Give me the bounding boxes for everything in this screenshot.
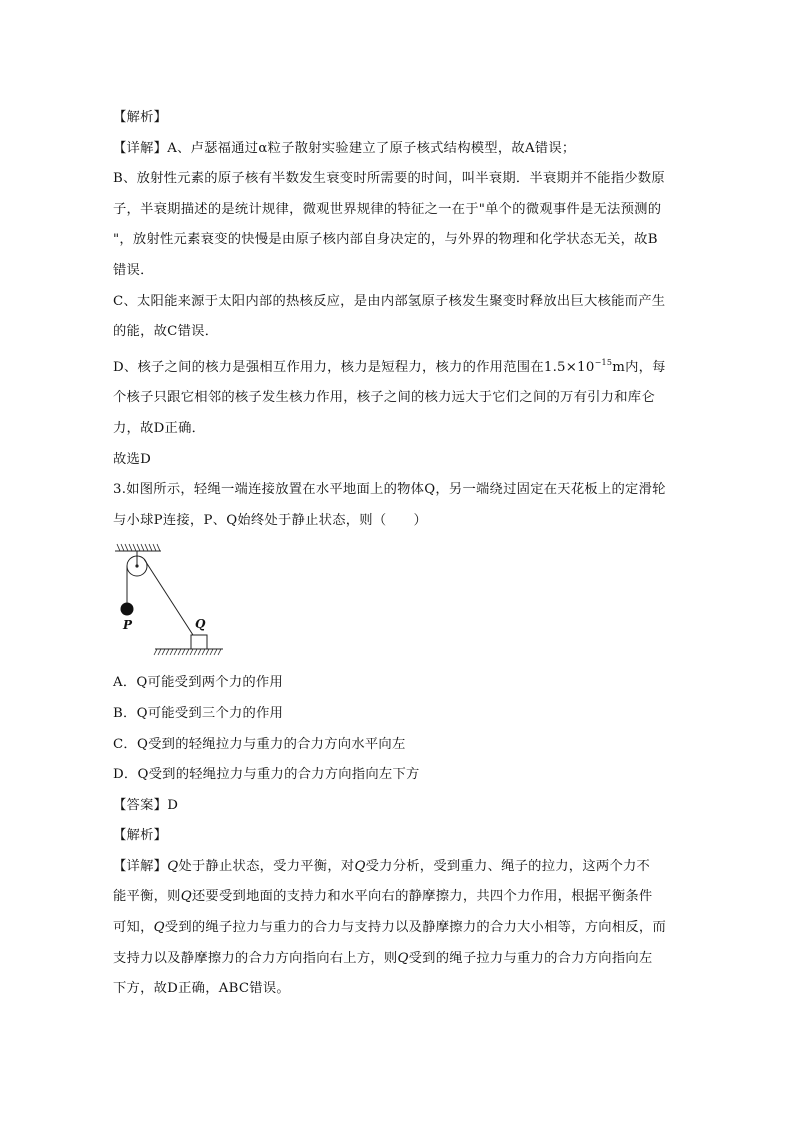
detail-text: 还要受到地面的支持力和水平向右的静摩擦力，共四个力作用，根据平衡条件	[191, 889, 653, 905]
detail-text: 可知，	[113, 920, 154, 936]
label-q: Q	[195, 617, 206, 632]
detail-line-5: 下方，故D正确，ABC错误。	[113, 981, 290, 997]
detail-text: 受到的绳子拉力与重力的合力方向指向左	[408, 950, 653, 966]
ball-p	[121, 603, 134, 616]
rope-to-block	[144, 559, 193, 635]
detail-tag: 【详解】	[113, 858, 168, 874]
explanation-line-d	[113, 348, 683, 384]
pulley-axle	[135, 565, 138, 568]
explanation-line: 错误．	[113, 262, 154, 278]
question-stem: 与小球P连接，P、Q始终处于静止状态，则（ ）	[113, 512, 428, 528]
detail-line-2	[113, 882, 683, 913]
range-unit: m	[612, 359, 626, 375]
explanation-text: D、核子之间的核力是强相互作用力，核力是短程力，核力的作用范围在	[113, 359, 544, 375]
explanation-line: "，放射性元素衰变的快慢是由原子核内部自身决定的，与外界的物理和化学状态无关，故B	[113, 232, 658, 248]
explanation-line: 的能，故C错误．	[113, 324, 219, 340]
symbol-q: Q	[354, 858, 366, 874]
explanation-line: 子，半衰期描述的是统计规律，微观世界规律的特征之一在于"单个的微观事件是无法预测的	[113, 201, 662, 217]
answer-line	[113, 791, 683, 822]
pulley-diagram	[113, 540, 313, 658]
explanation-line: B、放射性元素的原子核有半数发生衰变时所需要的时间，叫半衰期．半衰期并不能指少数原	[113, 171, 665, 187]
answer-value: D	[167, 797, 179, 813]
symbol-q: Q	[180, 889, 192, 905]
range-exponent: −15	[594, 357, 613, 367]
option-c: C．Q受到的轻绳拉力与重力的合力方向水平向左	[113, 736, 406, 752]
pulley-figure	[113, 540, 313, 658]
explanation-line: C、太阳能来源于太阳内部的热核反应，是由内部氢原子核发生聚变时释放出巨大核能而产生	[113, 293, 666, 309]
document-content	[113, 103, 683, 1005]
symbol-q: Q	[167, 858, 179, 874]
analysis-heading: 【解析】	[113, 110, 168, 125]
range-value: 1.5×10	[543, 359, 595, 375]
symbol-q: Q	[153, 920, 165, 936]
detail-line-1	[113, 852, 683, 883]
symbol-q: Q	[397, 950, 409, 966]
detail-line-a	[113, 134, 683, 165]
analysis-heading: 【解析】	[113, 828, 168, 844]
detail-line-3	[113, 913, 683, 944]
block-q	[191, 635, 207, 649]
option-b: B．Q可能受到三个力的作用	[113, 705, 284, 721]
explanation-line: 力，故D正确．	[113, 420, 206, 436]
detail-text: 受力分析，受到重力、绳子的拉力，这两个力不	[365, 858, 651, 874]
ceiling-hatch	[117, 544, 160, 551]
choice-line: 故选D	[113, 451, 152, 467]
explanation-text: A、卢瑟福通过α粒子散射实验建立了原子核式结构模型，故A错误；	[167, 140, 576, 156]
explanation-line: 个核子只跟它相邻的核子发生核力作用，核子之间的核力远大于它们之间的万有引力和库仑	[113, 390, 655, 406]
explanation-text: 内，每	[625, 359, 666, 375]
answer-tag: 【答案】	[113, 797, 168, 813]
detail-line-4	[113, 944, 683, 975]
option-d: D．Q受到的轻绳拉力与重力的合力方向指向左下方	[113, 767, 420, 783]
ground-hatch	[154, 649, 221, 655]
detail-text: 处于静止状态，受力平衡，对	[178, 858, 355, 874]
question-stem: 3.如图所示，轻绳一端连接放置在水平地面上的物体Q，另一端绕过固定在天花板上的定滑轮	[113, 482, 666, 498]
option-a: A．Q可能受到两个力的作用	[113, 675, 284, 691]
label-p: P	[123, 618, 133, 633]
detail-text: 支持力以及静摩擦力的合力方向指向右上方，则	[113, 950, 398, 966]
detail-tag: 【详解】	[113, 140, 168, 156]
detail-text: 受到的绳子拉力与重力的合力与支持力以及静摩擦力的合力大小相等，方向相反，而	[164, 920, 667, 936]
detail-text: 能平衡，则	[113, 889, 181, 905]
